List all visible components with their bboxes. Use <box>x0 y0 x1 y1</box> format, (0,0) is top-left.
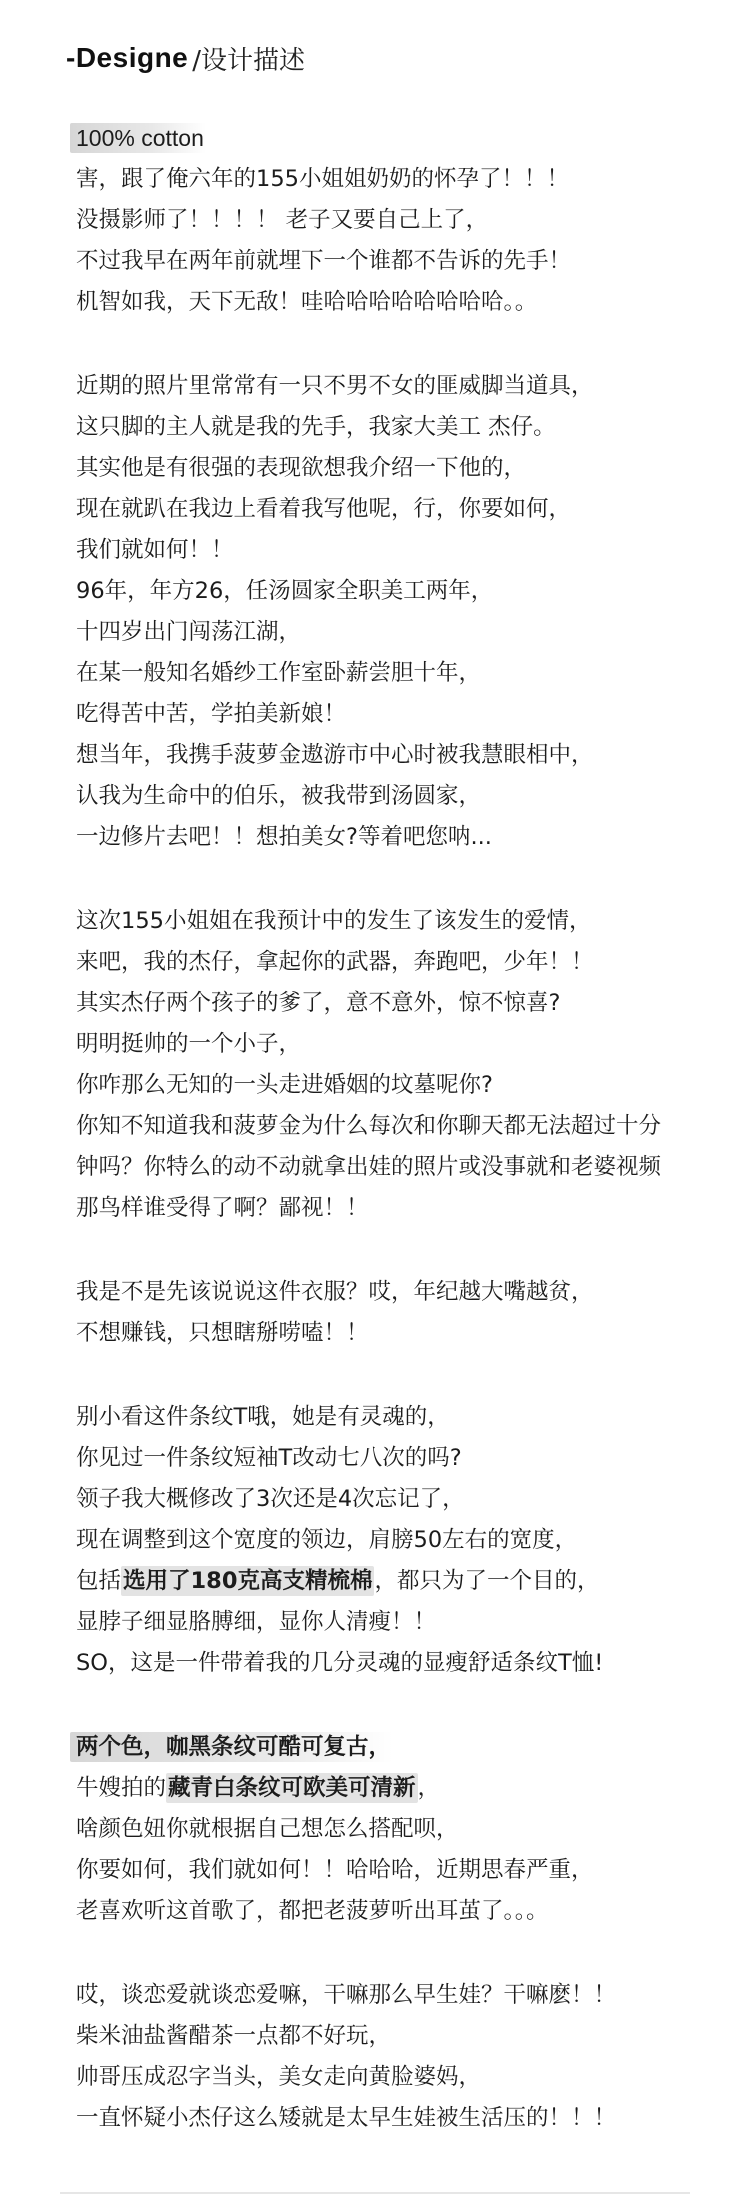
text-run: 你知不知道我和菠萝金为什么每次和你聊天都无法超过十分 <box>76 1113 662 1139</box>
text-line <box>76 159 696 200</box>
text-run: 一边修片去吧！！想拍美女?等着吧您呐... <box>76 824 492 850</box>
text-run: 在某一般知名婚纱工作室卧薪尝胆十年， <box>76 660 482 686</box>
text-line <box>76 653 696 694</box>
text-line <box>76 901 696 942</box>
text-run: 现在就趴在我边上看着我写他呢，行，你要如何， <box>76 496 572 522</box>
text-run: 其实他是有很强的表现欲想我介绍一下他的， <box>76 455 527 481</box>
text-run: 机智如我，天下无敌！哇哈哈哈哈哈哈哈哈。。 <box>76 289 538 315</box>
text-run: 钟吗？你特么的动不动就拿出娃的照片或没事就和老婆视频 <box>76 1154 662 1180</box>
paragraph <box>76 901 696 1229</box>
paragraph <box>76 118 696 323</box>
text-run: 老喜欢听这首歌了，都把老菠萝听出耳茧了。。。 <box>76 1898 549 1924</box>
text-run: 害，跟了俺六年的155小姐姐奶奶的怀孕了！！！ <box>76 166 569 192</box>
text-line <box>76 1106 696 1147</box>
text-line <box>76 1065 696 1106</box>
text-run: 十四岁出门闯荡江湖， <box>76 619 302 645</box>
text-run: 包括 <box>76 1568 122 1594</box>
text-run: 柴米油盐酱醋茶一点都不好玩， <box>76 2023 392 2049</box>
divider <box>60 2192 690 2194</box>
brand-title: -Designe <box>66 42 189 73</box>
section-subtitle: /设计描述 <box>192 45 306 76</box>
text-run: 那鸟样谁受得了啊？鄙视！！ <box>76 1195 369 1221</box>
text-run: 一直怀疑小杰仔这么矮就是太早生娃被生活压的！！！ <box>76 2105 617 2131</box>
text-line <box>76 1768 696 1809</box>
text-line <box>76 1397 696 1438</box>
text-run: 来吧，我的杰仔，拿起你的武器，奔跑吧，少年！！ <box>76 949 594 975</box>
text-run: 不想赚钱，只想瞎掰唠嗑！！ <box>76 1320 369 1346</box>
text-run: 哎，谈恋爱就谈恋爱嘛，干嘛那么早生娃？干嘛麽！！ <box>76 1982 617 2008</box>
text-line <box>76 735 696 776</box>
highlighted-text: 藏青白条纹可欧美可清新 <box>168 1775 416 1801</box>
text-line <box>76 1272 696 1313</box>
text-run: 96年，年方26，任汤圆家全职美工两年， <box>76 578 494 604</box>
text-line <box>76 571 696 612</box>
text-line <box>76 1809 696 1850</box>
text-run: 你要如何，我们就如何！！哈哈哈，近期思春严重， <box>76 1857 594 1883</box>
text-run: 帅哥压成忍字当头，美女走向黄脸婆妈， <box>76 2064 482 2090</box>
text-run: 不过我早在两年前就埋下一个谁都不告诉的先手！ <box>76 248 572 274</box>
text-run: 近期的照片里常常有一只不男不女的匪威脚当道具， <box>76 373 594 399</box>
text-line <box>76 942 696 983</box>
text-run: ， <box>417 1775 441 1801</box>
text-line <box>76 2098 696 2139</box>
highlighted-text: 100% cotton <box>70 123 206 153</box>
highlighted-text: 选用了180克高支精梳棉 <box>123 1568 373 1594</box>
text-line <box>76 448 696 489</box>
text-line <box>76 1850 696 1891</box>
text-line <box>76 1602 696 1643</box>
text-run: 现在调整到这个宽度的领边，肩膀50左右的宽度， <box>76 1527 578 1553</box>
text-run: SO，这是一件带着我的几分灵魂的显瘦舒适条纹T恤! <box>76 1650 604 1676</box>
text-line <box>76 776 696 817</box>
text-run: 你见过一件条纹短袖T改动七八次的吗? <box>76 1445 462 1471</box>
text-run: 明明挺帅的一个小子， <box>76 1031 302 1057</box>
text-run: 这只脚的主人就是我的先手，我家大美工 杰仔。 <box>76 414 556 440</box>
text-run: 啥颜色妞你就根据自己想怎么搭配呗， <box>76 1816 459 1842</box>
text-run: 别小看这件条纹T哦，她是有灵魂的， <box>76 1404 450 1430</box>
text-line <box>76 1147 696 1188</box>
text-line <box>76 366 696 407</box>
text-line <box>76 1727 696 1768</box>
text-run: 认我为生命中的伯乐，被我带到汤圆家， <box>76 783 482 809</box>
paragraph <box>76 1975 696 2139</box>
text-run: 显脖子细显胳膊细，显你人清瘦！！ <box>76 1609 437 1635</box>
text-line <box>76 241 696 282</box>
highlighted-text: 两个色，咖黑条纹可酷可复古， <box>70 1732 393 1762</box>
paragraph <box>76 1272 696 1354</box>
header <box>66 36 305 80</box>
text-line <box>76 1975 696 2016</box>
text-line <box>76 489 696 530</box>
text-line <box>76 612 696 653</box>
paragraph <box>76 366 696 858</box>
text-line <box>76 694 696 735</box>
text-run: 吃得苦中苦，学拍美新娘！ <box>76 701 347 727</box>
text-run: 没摄影师了！！！！ 老子又要自己上了， <box>76 207 489 233</box>
fabric-tag <box>76 118 696 159</box>
description-body <box>76 118 696 2182</box>
text-run: 这次155小姐姐在我预计中的发生了该发生的爱情， <box>76 908 592 934</box>
text-line <box>76 1188 696 1229</box>
text-line <box>76 1313 696 1354</box>
text-line <box>76 1024 696 1065</box>
text-line <box>76 1520 696 1561</box>
text-line <box>76 2016 696 2057</box>
text-run: 我是不是先该说说这件衣服？哎，年纪越大嘴越贫， <box>76 1279 594 1305</box>
text-run: 牛嫂拍的 <box>76 1775 167 1801</box>
text-line <box>76 1438 696 1479</box>
text-line <box>76 282 696 323</box>
paragraph <box>76 1397 696 1684</box>
text-run: 你咋那么无知的一头走进婚姻的坟墓呢你? <box>76 1072 493 1098</box>
paragraph <box>76 1727 696 1932</box>
text-line <box>76 530 696 571</box>
text-line <box>76 983 696 1024</box>
text-line <box>76 200 696 241</box>
text-line <box>76 1891 696 1932</box>
text-line <box>76 2057 696 2098</box>
text-line <box>76 817 696 858</box>
text-line <box>76 1561 696 1602</box>
text-run: 领子我大概修改了3次还是4次忘记了， <box>76 1486 465 1512</box>
text-run: 我们就如何！！ <box>76 537 234 563</box>
text-line <box>76 407 696 448</box>
text-run: 想当年，我携手菠萝金遨游市中心时被我慧眼相中， <box>76 742 594 768</box>
text-run: ，都只为了一个目的， <box>374 1568 600 1594</box>
text-line <box>76 1479 696 1520</box>
text-run: 其实杰仔两个孩子的爹了，意不意外，惊不惊喜? <box>76 990 561 1016</box>
text-line <box>76 1643 696 1684</box>
